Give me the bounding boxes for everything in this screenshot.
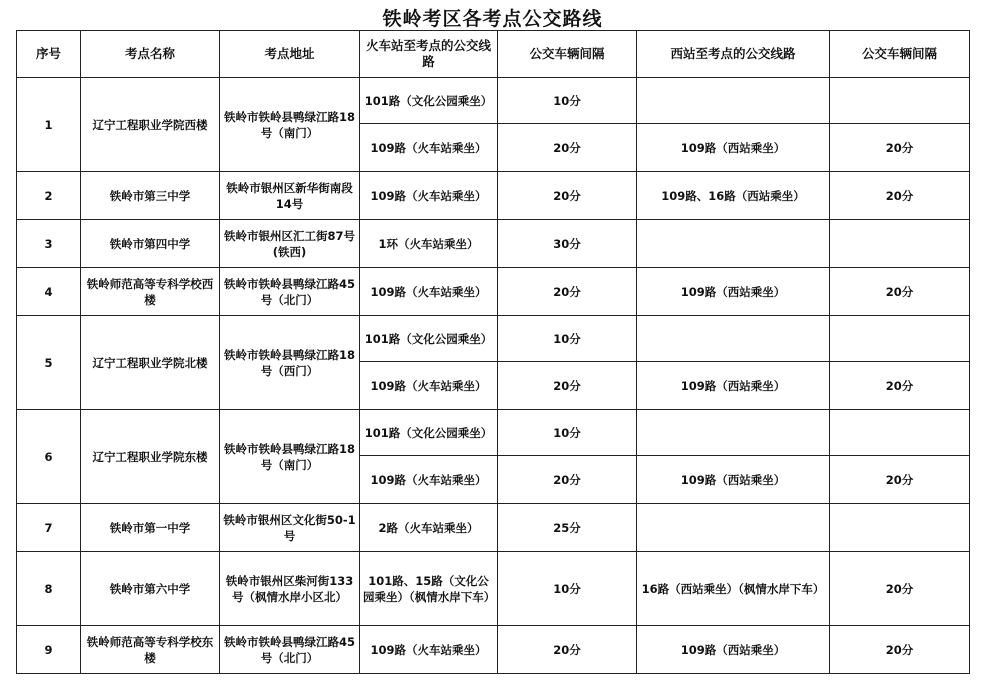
west-route-cell: 109路、16路（西站乘坐） xyxy=(637,172,830,220)
west-route-cell xyxy=(637,504,830,552)
west-route-cell xyxy=(637,316,830,362)
train-route-cell: 101路、15路（文化公园乘坐）（枫情水岸下车） xyxy=(360,552,498,626)
row-number-cell: 4 xyxy=(17,268,81,316)
header-cell: 公交车辆间隔 xyxy=(498,31,637,78)
train-route-cell: 2路（火车站乘坐） xyxy=(360,504,498,552)
site-name-cell: 铁岭师范高等专科学校东楼 xyxy=(81,626,220,674)
row-number-cell: 1 xyxy=(17,78,81,172)
west-interval-cell: 20分 xyxy=(830,362,970,410)
row-number-cell: 2 xyxy=(17,172,81,220)
header-cell: 序号 xyxy=(17,31,81,78)
site-name-cell: 辽宁工程职业学院北楼 xyxy=(81,316,220,410)
site-address-cell: 铁岭市铁岭县鸭绿江路18号（南门） xyxy=(220,410,360,504)
header-cell: 公交车辆间隔 xyxy=(830,31,970,78)
row-number-cell: 7 xyxy=(17,504,81,552)
west-interval-cell xyxy=(830,504,970,552)
west-interval-cell xyxy=(830,220,970,268)
train-interval-cell: 20分 xyxy=(498,124,637,172)
train-route-cell: 109路（火车站乘坐） xyxy=(360,124,498,172)
site-address-cell: 铁岭市铁岭县鸭绿江路18号（西门） xyxy=(220,316,360,410)
table-row xyxy=(17,220,970,268)
site-name-cell: 铁岭市第六中学 xyxy=(81,552,220,626)
table-row xyxy=(17,504,970,552)
west-route-cell xyxy=(637,78,830,124)
west-interval-cell: 20分 xyxy=(830,456,970,504)
train-interval-cell: 10分 xyxy=(498,410,637,456)
header-cell: 考点名称 xyxy=(81,31,220,78)
site-address-cell: 铁岭市银州区新华街南段14号 xyxy=(220,172,360,220)
site-name-cell: 铁岭市第四中学 xyxy=(81,220,220,268)
west-interval-cell: 20分 xyxy=(830,552,970,626)
west-interval-cell: 20分 xyxy=(830,124,970,172)
west-route-cell: 109路（西站乘坐） xyxy=(637,124,830,172)
west-interval-cell: 20分 xyxy=(830,626,970,674)
train-route-cell: 109路（火车站乘坐） xyxy=(360,626,498,674)
row-number-cell: 5 xyxy=(17,316,81,410)
train-interval-cell: 20分 xyxy=(498,456,637,504)
site-address-cell: 铁岭市银州区柴河街133号（枫情水岸小区北） xyxy=(220,552,360,626)
site-address-cell: 铁岭市银州区文化街50-1号 xyxy=(220,504,360,552)
train-interval-cell: 10分 xyxy=(498,78,637,124)
train-route-cell: 1环（火车站乘坐） xyxy=(360,220,498,268)
site-name-cell: 铁岭师范高等专科学校西楼 xyxy=(81,268,220,316)
west-route-cell: 109路（西站乘坐） xyxy=(637,456,830,504)
west-interval-cell: 20分 xyxy=(830,268,970,316)
site-name-cell: 辽宁工程职业学院西楼 xyxy=(81,78,220,172)
table-row xyxy=(17,78,970,124)
train-interval-cell: 10分 xyxy=(498,316,637,362)
table-row xyxy=(17,410,970,456)
site-name-cell: 铁岭市第三中学 xyxy=(81,172,220,220)
row-number-cell: 3 xyxy=(17,220,81,268)
west-route-cell: 109路（西站乘坐） xyxy=(637,626,830,674)
row-number-cell: 6 xyxy=(17,410,81,504)
train-route-cell: 101路（文化公园乘坐） xyxy=(360,316,498,362)
west-interval-cell xyxy=(830,410,970,456)
west-route-cell: 16路（西站乘坐）（枫情水岸下车） xyxy=(637,552,830,626)
train-interval-cell: 10分 xyxy=(498,552,637,626)
site-address-cell: 铁岭市铁岭县鸭绿江路45号（北门） xyxy=(220,268,360,316)
page-title: 铁岭考区各考点公交路线 xyxy=(382,8,603,30)
table-row xyxy=(17,552,970,626)
bus-route-table xyxy=(16,30,970,674)
table-header-row xyxy=(17,31,970,78)
train-route-cell: 109路（火车站乘坐） xyxy=(360,456,498,504)
header-cell: 考点地址 xyxy=(220,31,360,78)
west-route-cell: 109路（西站乘坐） xyxy=(637,362,830,410)
site-address-cell: 铁岭市银州区汇工街87号(铁西) xyxy=(220,220,360,268)
train-route-cell: 109路（火车站乘坐） xyxy=(360,362,498,410)
train-interval-cell: 25分 xyxy=(498,504,637,552)
train-interval-cell: 20分 xyxy=(498,268,637,316)
table-row xyxy=(17,626,970,674)
site-address-cell: 铁岭市铁岭县鸭绿江路18号（南门） xyxy=(220,78,360,172)
header-cell: 西站至考点的公交线路 xyxy=(637,31,830,78)
train-interval-cell: 20分 xyxy=(498,172,637,220)
row-number-cell: 9 xyxy=(17,626,81,674)
train-interval-cell: 20分 xyxy=(498,626,637,674)
site-address-cell: 铁岭市铁岭县鸭绿江路45号（北门） xyxy=(220,626,360,674)
west-route-cell xyxy=(637,220,830,268)
train-route-cell: 109路（火车站乘坐） xyxy=(360,172,498,220)
table-row xyxy=(17,268,970,316)
header-cell: 火车站至考点的公交线路 xyxy=(360,31,498,78)
table-row xyxy=(17,316,970,362)
site-name-cell: 铁岭市第一中学 xyxy=(81,504,220,552)
table-row xyxy=(17,172,970,220)
train-interval-cell: 30分 xyxy=(498,220,637,268)
train-route-cell: 101路（文化公园乘坐） xyxy=(360,410,498,456)
row-number-cell: 8 xyxy=(17,552,81,626)
train-route-cell: 101路（文化公园乘坐） xyxy=(360,78,498,124)
west-interval-cell: 20分 xyxy=(830,172,970,220)
west-route-cell: 109路（西站乘坐） xyxy=(637,268,830,316)
west-interval-cell xyxy=(830,316,970,362)
site-name-cell: 辽宁工程职业学院东楼 xyxy=(81,410,220,504)
train-interval-cell: 20分 xyxy=(498,362,637,410)
west-interval-cell xyxy=(830,78,970,124)
west-route-cell xyxy=(637,410,830,456)
train-route-cell: 109路（火车站乘坐） xyxy=(360,268,498,316)
